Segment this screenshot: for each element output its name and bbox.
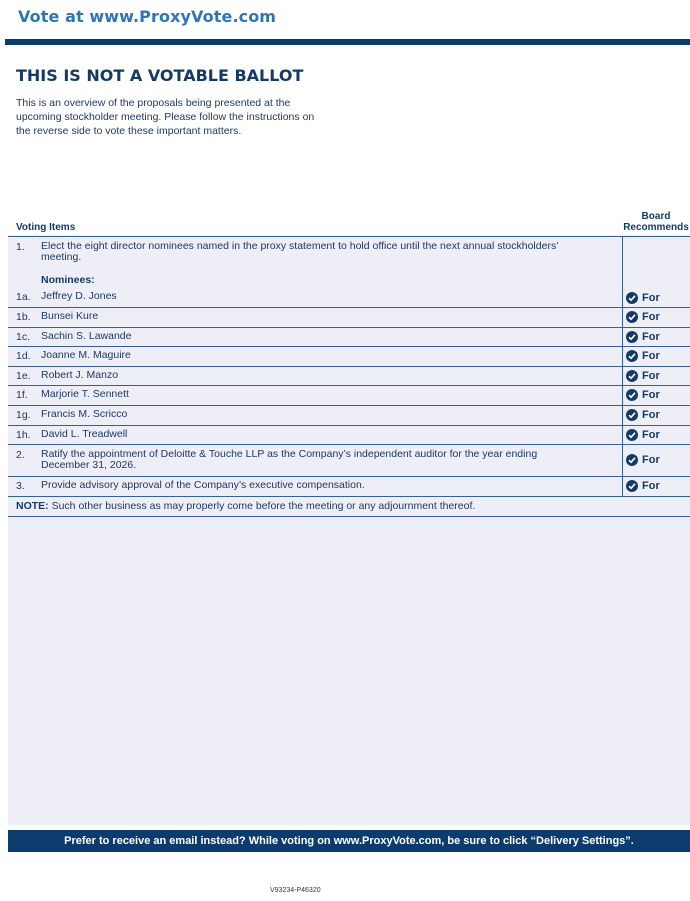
voting-items-header: Voting Items: [16, 222, 76, 233]
proposal-number: 3.: [16, 480, 25, 493]
check-circle-icon: [626, 429, 638, 441]
table-row: [8, 406, 690, 425]
proposal-text-line: Elect the eight director nominees named in the proxy statement to hold office until the next annual stockholders’: [41, 240, 559, 252]
board-header-line: Board: [641, 211, 671, 222]
page-title: THIS IS NOT A VOTABLE BALLOT: [16, 66, 304, 85]
table-row: [8, 308, 690, 327]
proposal-number: 1h.: [16, 428, 31, 441]
check-circle-icon: [626, 480, 638, 492]
recommendation-for: For: [642, 292, 660, 304]
board-header-line: Recommends: [623, 222, 689, 233]
vote-header: Vote at www.ProxyVote.com: [18, 7, 277, 26]
proposal-text-line: December 31, 2026.: [41, 459, 137, 472]
board-rec-cell: [622, 406, 690, 425]
board-rec-cell: [622, 426, 690, 445]
recommendation-for: For: [642, 311, 660, 323]
proposal-number: 1d.: [16, 350, 31, 363]
note-body: Such other business as may properly come before the meeting or any adjournment thereof.: [48, 499, 476, 512]
recommendation-for: For: [642, 454, 660, 467]
table-row: [8, 347, 690, 366]
proposal-number: 1a.: [16, 291, 31, 303]
check-circle-icon: [626, 454, 638, 466]
board-rec-cell: [622, 328, 690, 347]
proposal-number: 1b.: [16, 311, 31, 323]
proposal-row-3: [8, 477, 690, 496]
proposal-text: [41, 449, 616, 471]
check-circle-icon: [626, 389, 638, 401]
recommendation-for: For: [642, 369, 660, 382]
board-recommends-header: [622, 211, 690, 233]
nominee-name: Marjorie T. Sennett: [41, 388, 129, 401]
proposal-number: 1f.: [16, 389, 28, 402]
top-divider-bar: [5, 39, 690, 45]
board-rec-cell: [622, 386, 690, 405]
proposal-number: 2.: [16, 449, 25, 462]
note-text: [16, 500, 475, 512]
recommendation-for: For: [642, 389, 660, 402]
intro-line: This is an overview of the proposals being presented at the: [16, 97, 291, 109]
table-row: [8, 289, 690, 307]
nominee-name: David L. Treadwell: [41, 427, 128, 440]
board-rec-cell: [622, 367, 690, 386]
nominee-name: Sachin S. Lawande: [41, 329, 132, 342]
nominee-name: Bunsei Kure: [41, 310, 99, 322]
proposal-text: Provide advisory approval of the Company’s executive compensation.: [41, 479, 365, 492]
proposal-number: 1.: [16, 241, 25, 253]
intro-text: [16, 96, 346, 138]
check-circle-icon: [626, 350, 638, 362]
table-divider: [8, 516, 690, 517]
recommendation-for: For: [642, 428, 660, 441]
note-row: [8, 497, 690, 516]
recommendation-for: For: [642, 408, 660, 421]
board-rec-cell: [622, 445, 690, 476]
delivery-settings-banner: Prefer to receive an email instead? While voting on www.ProxyVote.com, be sure to click “Delivery Settings”.: [8, 830, 690, 852]
nominee-name: Jeffrey D. Jones: [41, 290, 117, 302]
nominee-name: Francis M. Scricco: [41, 407, 128, 420]
board-rec-cell: [622, 477, 690, 496]
intro-line: upcoming stockholder meeting. Please follow the instructions on: [16, 111, 315, 123]
board-rec-cell: [622, 237, 690, 289]
proposal-row-1: [8, 237, 690, 289]
table-row: [8, 367, 690, 386]
proposal-text-line: Ratify the appointment of Deloitte & Touche LLP as the Company’s independent auditor for the year ending: [41, 448, 538, 461]
check-circle-icon: [626, 409, 638, 421]
nominees-label: Nominees:: [41, 274, 95, 286]
table-row: [8, 386, 690, 405]
recommendation-for: For: [642, 480, 660, 493]
table-row: [8, 426, 690, 445]
board-rec-cell: [622, 308, 690, 327]
proposal-number: 1c.: [16, 330, 31, 343]
proposal-number: 1e.: [16, 369, 31, 382]
proposal-text: [41, 241, 618, 263]
check-circle-icon: [626, 292, 638, 304]
board-rec-cell: [622, 347, 690, 366]
note-label: NOTE:: [16, 499, 49, 512]
recommendation-for: For: [642, 330, 660, 343]
check-circle-icon: [626, 311, 638, 323]
board-rec-cell: [622, 289, 690, 307]
recommendation-for: For: [642, 350, 660, 363]
footer-code: V93234-P46320: [270, 887, 321, 894]
proposal-text-line: meeting.: [41, 251, 82, 263]
table-row: [8, 328, 690, 347]
intro-line: the reverse side to vote these important matters.: [16, 125, 242, 137]
proposals-table: [8, 236, 690, 517]
nominee-name: Joanne M. Maguire: [41, 349, 131, 362]
nominee-name: Robert J. Manzo: [41, 368, 119, 381]
check-circle-icon: [626, 370, 638, 382]
proposal-row-2: [8, 445, 690, 476]
check-circle-icon: [626, 331, 638, 343]
proposal-number: 1g.: [16, 408, 31, 421]
